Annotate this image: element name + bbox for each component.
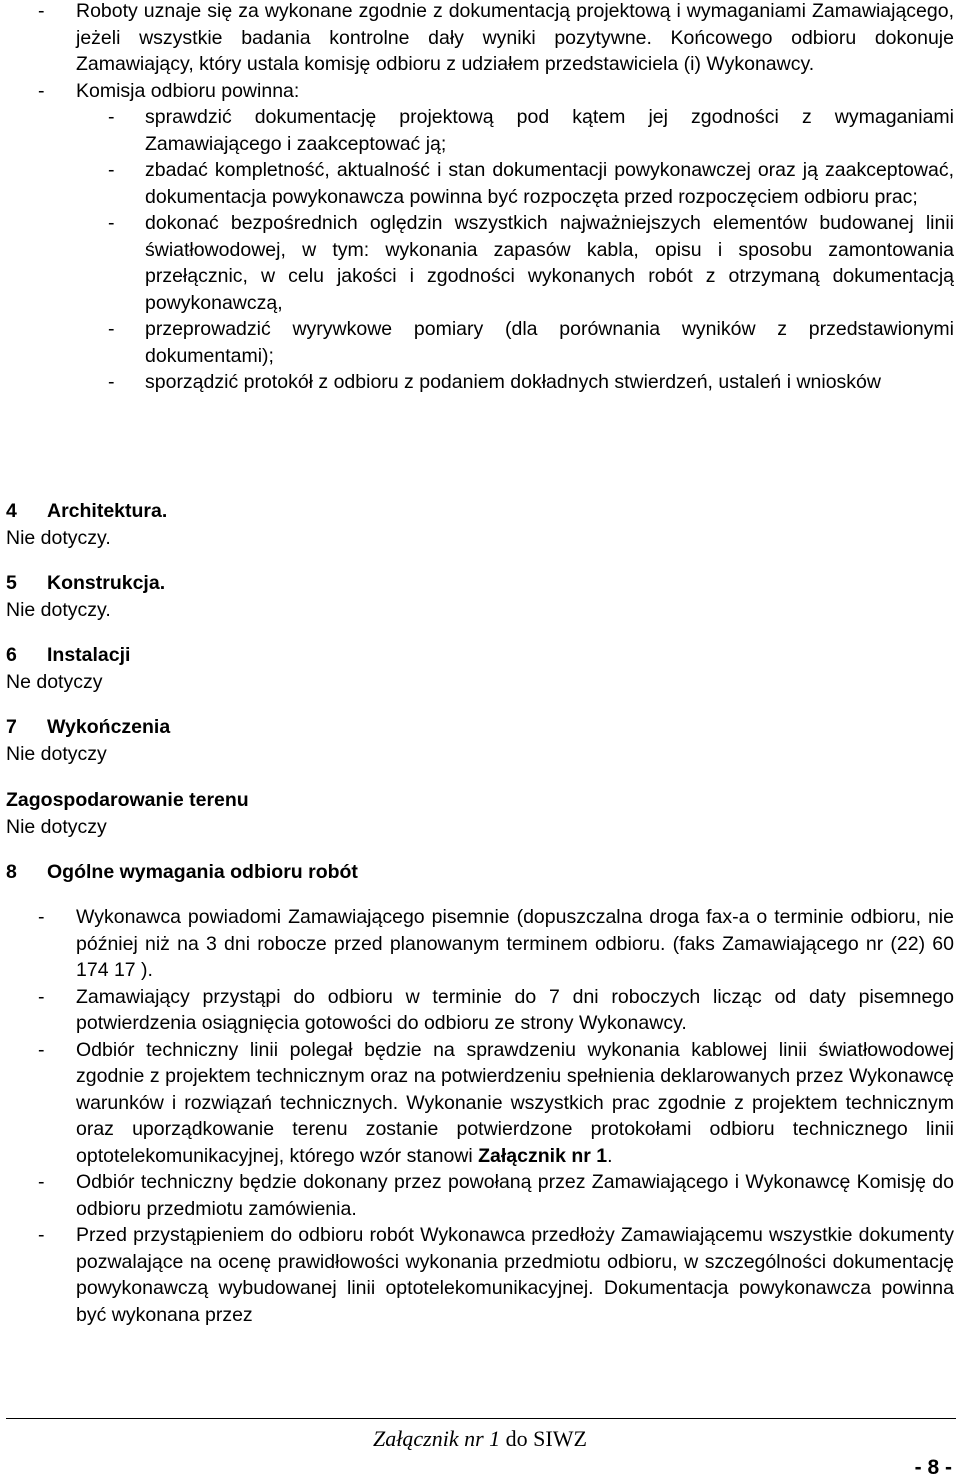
- section-heading: [6, 787, 249, 813]
- acceptance-list: [0, 0, 960, 396]
- section-text: Nie dotyczy: [6, 816, 107, 838]
- sub-list-item-text: dokonać bezpośrednich oględzin wszystkich najważniejszych elementów budowanej linii światłowodowej, w tym: wykonania zapasów kabla, opisu i sposobu zamontowania przełącznic, w celu jakości i zgodności wykonanych robót z otrzymaną dokumentacją powykonawczą,: [145, 212, 954, 314]
- section-text: Nie dotyczy.: [6, 527, 111, 549]
- list-item: [0, 904, 960, 984]
- section-title: Konstrukcja.: [47, 572, 166, 594]
- bullet-dash: -: [38, 1171, 45, 1193]
- list-item-text: Odbiór techniczny linii polegał będzie na sprawdzeniu wykonania kablowej linii światłowodowej zgodnie z projektem technicznym oraz na potwierdzeniu spełnienia deklarowanych przez Wykonawcę warunków i rozwiązań technicznych. Wykonanie wszystkich prac zgodnie z projektem technicznym oraz uporządkowanie terenu zostanie potwierdzone protokołami odbioru technicznego linii optotelekomunikacyjnej, którego wzór stanowi: [76, 1038, 954, 1167]
- bullet-dash: -: [38, 1038, 45, 1061]
- sub-list-item-text: sprawdzić dokumentację projektową pod kątem jej zgodności z wymaganiami Zamawiającego i zaakceptować ją;: [145, 106, 954, 155]
- bullet-dash: -: [38, 79, 45, 102]
- sub-list-item: [0, 369, 960, 396]
- list-item: [0, 1222, 960, 1328]
- section-heading: [6, 714, 170, 740]
- bullet-dash: -: [38, 1224, 45, 1246]
- section-text: Nie dotyczy: [6, 743, 107, 765]
- bullet-dash: -: [38, 0, 45, 22]
- section-title: Wykończenia: [47, 716, 171, 738]
- bullet-dash: -: [108, 318, 115, 340]
- bullet-dash: -: [108, 212, 115, 234]
- section-title: Architektura.: [47, 500, 168, 522]
- list-item: [0, 984, 960, 1037]
- section-title: Ogólne wymagania odbioru robót: [47, 861, 358, 883]
- bullet-dash: -: [38, 906, 45, 928]
- section-text: Nie dotyczy.: [6, 599, 111, 621]
- bullet-dash: -: [108, 159, 115, 181]
- list-item-text: Zamawiający przystąpi do odbioru w terminie do 7 dni roboczych licząc od daty pisemnego potwierdzenia osiągnięcia gotowości do odbioru ze strony Wykonawcy.: [76, 985, 954, 1034]
- section-heading: [6, 859, 358, 885]
- list-item: [0, 1169, 960, 1222]
- list-item-text: Przed przystąpieniem do odbioru robót Wykonawca przedłoży Zamawiającemu wszystkie dokumenty pozwalające na ocenę prawidłowości wykonania przedmiotu odbioru, w szczególności dokumentację powykonawczą wybudowanej linii optotelekomunikacyjnej. Dokumentacja powykonawcza powinna być wykonana przez: [76, 1224, 954, 1326]
- list-item-text: Odbiór techniczny będzie dokonany przez powołaną przez Zamawiającego i Wykonawcę Komisję do odbioru przedmiotu zamówienia.: [76, 1171, 954, 1220]
- section-number: 7: [6, 716, 17, 738]
- section-heading: [6, 570, 165, 596]
- section-number: 5: [6, 572, 17, 594]
- section-text: Ne dotyczy: [6, 671, 103, 693]
- footer-siwz: do SIWZ: [500, 1426, 587, 1451]
- page-number: - 8 -: [914, 1456, 952, 1479]
- footer-divider: [6, 1418, 956, 1419]
- section-title: Instalacji: [47, 644, 131, 666]
- list-item-text: Roboty uznaje się za wykonane zgodnie z dokumentacją projektową i wymaganiami Zamawiającego, jeżeli wszystkie badania kontrolne dały wyniki pozytywne. Końcowego odbioru dokonuje Zamawiający, który ustala komisję odbioru z udziałem przedstawiciela (i) Wykonawcy.: [76, 0, 954, 75]
- list-item-text: Wykonawca powiadomi Zamawiającego pisemnie (dopuszczalna droga fax-a o terminie odbioru, nie później niż na 3 dni robocze przed planowanym terminem odbioru. (faks Zamawiającego nr (22) 60 174 17 ).: [76, 906, 954, 981]
- section-number: 8: [6, 861, 17, 883]
- section-heading: [6, 642, 130, 668]
- bullet-dash: -: [108, 371, 115, 393]
- list-item: - Odbiór techniczny linii polegał będzie na sprawdzeniu wykonania kablowej linii światłowodowej zgodnie z projektem technicznym oraz na potwierdzeniu spełnienia deklarowanych przez Wykonawcę warunków i rozwiązań technicznych. Wykonanie wszystkich prac zgodnie z projektem technicznym oraz uporządkowanie terenu zostanie potwierdzone protokołami odbioru technicznego linii optotelekomunikacyjnej, którego wzór stanowi Załącznik nr 1.: [38, 1038, 954, 1167]
- list-item: [0, 0, 960, 78]
- requirements-list: [0, 904, 960, 1328]
- bullet-dash: -: [38, 985, 45, 1008]
- list-item: [0, 78, 960, 105]
- list-item-text: Komisja odbioru powinna:: [76, 79, 300, 102]
- footer-label: [0, 1426, 960, 1452]
- footer-attachment: Załącznik nr 1: [373, 1426, 501, 1451]
- sub-list-item-text: przeprowadzić wyrywkowe pomiary (dla porównania wyników z przedstawionymi dokumentami);: [145, 318, 954, 367]
- sub-list-item: [0, 316, 960, 369]
- sub-list-item-text: sporządzić protokół z odbioru z podaniem dokładnych stwierdzeń, ustaleń i wniosków: [145, 371, 881, 393]
- section-heading: [6, 498, 167, 524]
- attachment-reference: Załącznik nr 1: [478, 1144, 608, 1167]
- sub-list-item: [0, 157, 960, 210]
- sub-list-item: [0, 104, 960, 157]
- bullet-dash: -: [108, 106, 115, 128]
- section-title: Zagospodarowanie terenu: [6, 789, 249, 811]
- sub-list-item: [0, 210, 960, 316]
- section-number: 6: [6, 644, 17, 666]
- section-number: 4: [6, 500, 17, 522]
- sub-list-item-text: zbadać kompletność, aktualność i stan dokumentacji powykonawczej oraz ją zaakceptować, dokumentacja powykonawcza powinna być rozpoczęta przed rozpoczęciem odbioru prac;: [145, 159, 954, 208]
